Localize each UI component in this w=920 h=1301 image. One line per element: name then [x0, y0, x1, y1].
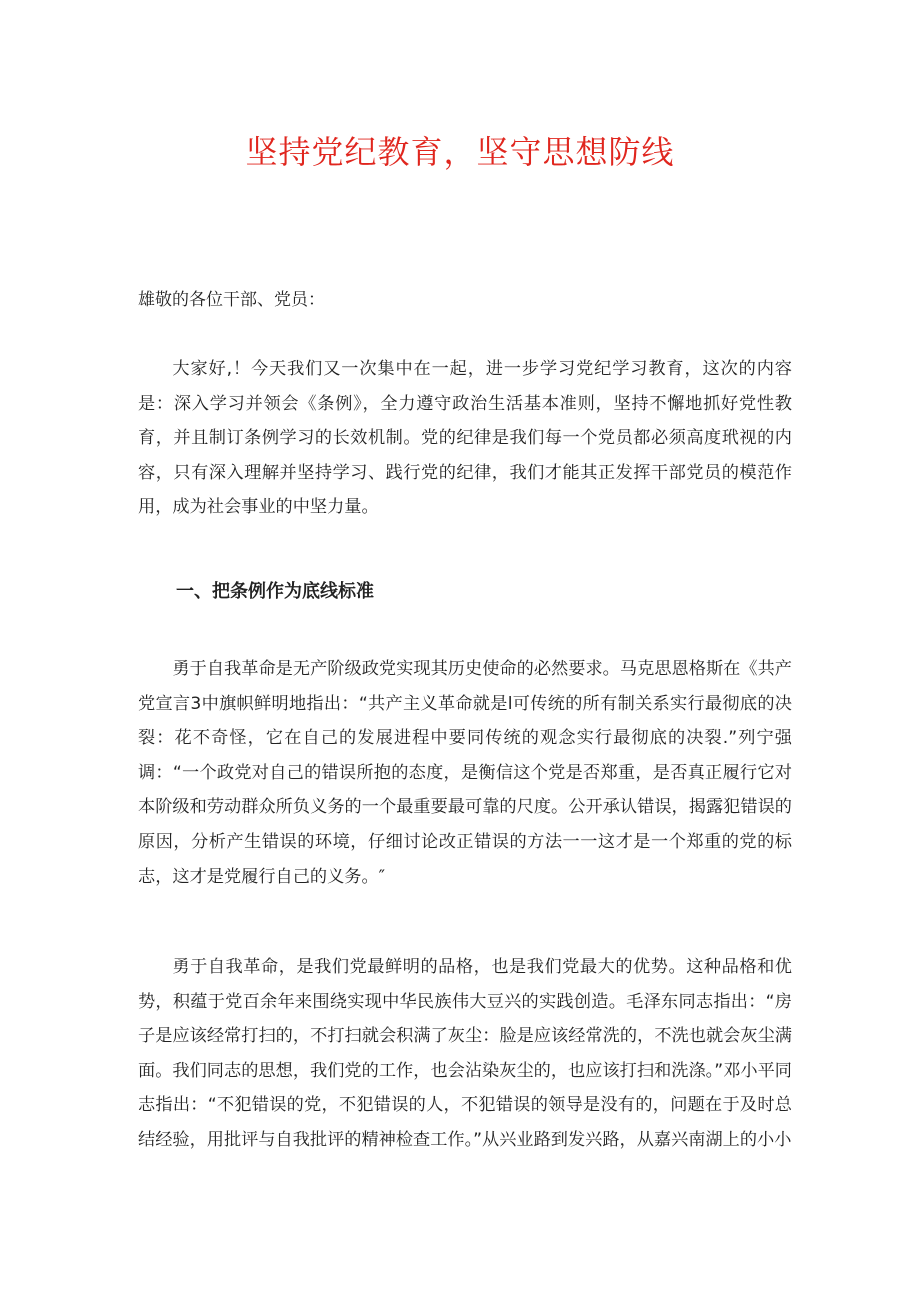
paragraph-party-character: 勇于自我革命，是我们党最鲜明的品格，也是我们党最大的优势。这种品格和优势，积蕴于党百余年来围绕实现中华民族伟大豆兴的实践创造。毛泽东同志指出：“房子是应该经常打扫的，不打扫就会积满了灰尘：脸是应该经常洗的，不洗也就会灰尘满面。我们同志的思想，我们党的工作，也会沾染灰尘的，也应该打扫和洗涤。”邓小平同志指出：“不犯错误的党，不犯错误的人，不犯错误的领导是没有的，问题在于及时总结经验，用批评与自我批评的精神检查工作。”从兴业路到发兴路，从嘉兴南湖上的小小 [138, 957, 792, 1150]
salutation: 雄敬的各位干部、党员： [138, 290, 325, 310]
paragraph-intro: 大家好,！今天我们又一次集中在一起，进一步学习党纪学习教育，这次的内容是：深入学习并领会《条例》，全力遵守政治生活基本准则，坚持不懈地抓好党性教育，并且制订条例学习的长效机制。党的纪律是我们每一个党员都必须高度玳视的内容，只有深入理解并坚持学习、践行党的纪律，我们才能其正发挥干部党员的模范作用，成为社会事业的中坚力量。 [138, 359, 792, 518]
document-title: 坚持党纪教育，坚守思想防线 [245, 133, 675, 171]
paragraph-self-revolution: 勇于自我革命是无产阶级政党实现其历史使命的必然要求。马克思恩格斯在《共产党宣言3中旗帜鲜明地指出：“共产主义革命就是l可传统的所有制关系实行最彻底的决裂：花不奇怪，它在自己的发展进程中要同传统的观念实行最彻底的决裂.”列宁强调：“一个政党对自己的错误所抱的态度，是衡信这个党是否郑重，是否真正履行它对本阶级和劳动群众所负义务的一个最重要最可靠的尺度。公开承认错误，揭露犯错误的原因，分析产生错误的环境，仔细讨论改正错误的方法一一这才是一个郑重的党的标志，这才是党履行自己的义务。″ [138, 659, 792, 887]
section-heading-1: 一、把条例作为底线标准 [176, 581, 374, 602]
